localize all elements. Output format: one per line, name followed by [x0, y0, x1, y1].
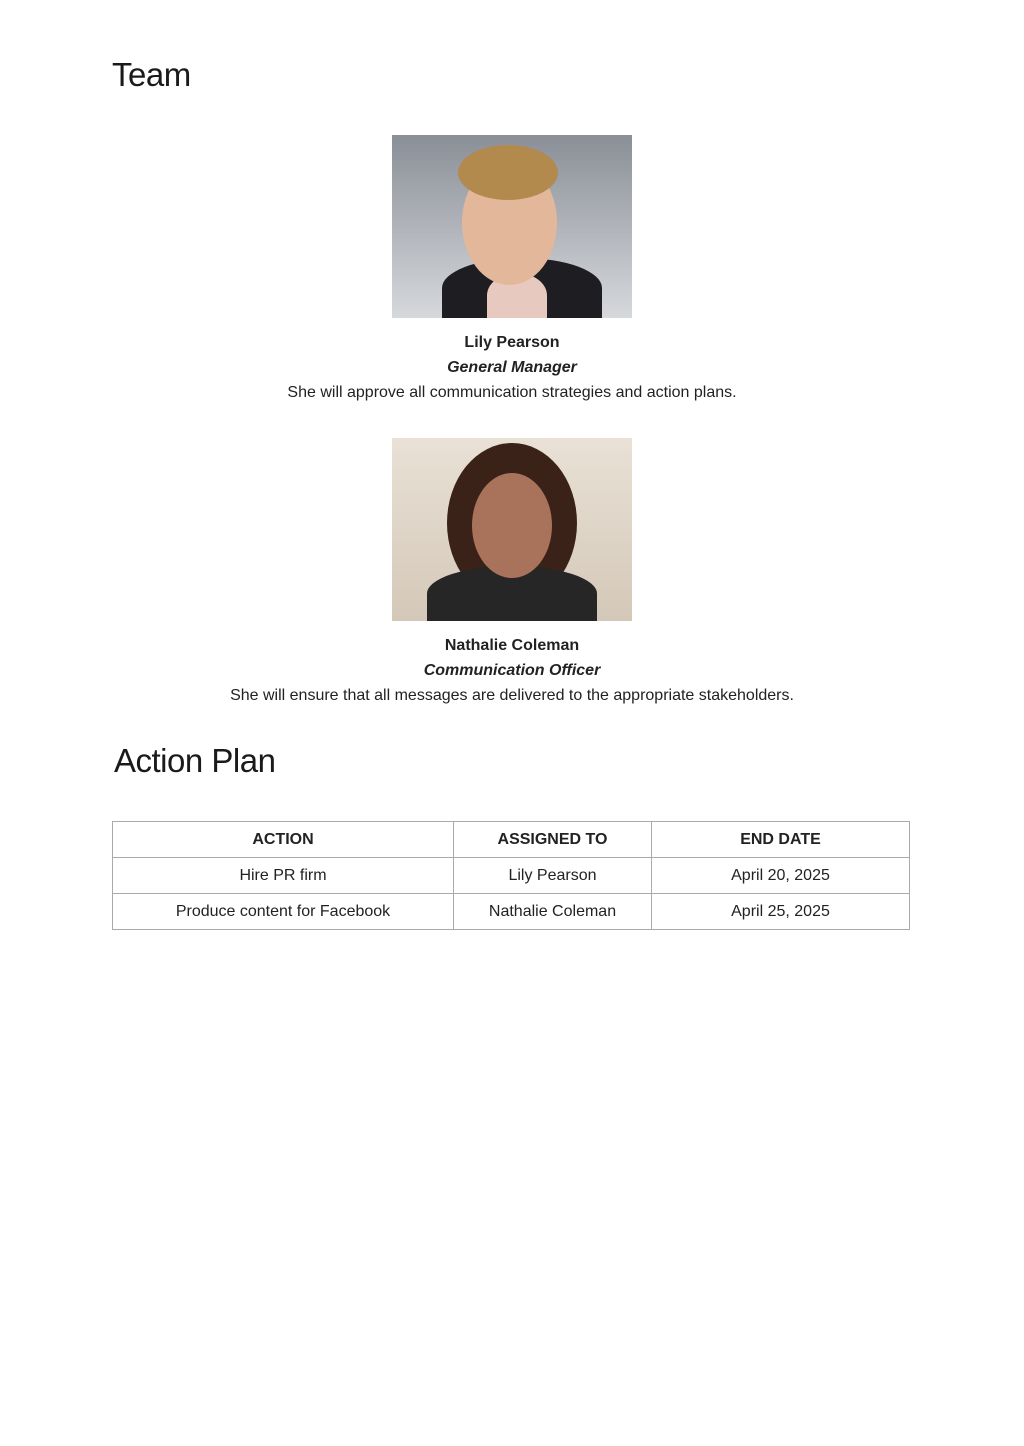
cell-action: Hire PR firm — [113, 858, 454, 894]
member-name: Lily Pearson — [464, 334, 560, 351]
cell-assigned-to: Nathalie Coleman — [454, 894, 652, 930]
team-member — [0, 135, 1024, 405]
member-photo — [392, 438, 632, 621]
member-role: Communication Officer — [423, 662, 601, 679]
member-description: She will approve all communication strategies and action plans. — [287, 384, 737, 401]
cell-action: Produce content for Facebook — [113, 894, 454, 930]
cell-end-date: April 20, 2025 — [652, 858, 910, 894]
header-action: ACTION — [113, 822, 454, 858]
cell-end-date: April 25, 2025 — [652, 894, 910, 930]
action-plan-heading: Action Plan — [114, 742, 276, 779]
team-heading: Team — [112, 56, 191, 93]
cell-assigned-to: Lily Pearson — [454, 858, 652, 894]
action-plan-table — [112, 821, 910, 930]
member-role: General Manager — [447, 359, 577, 376]
member-name: Nathalie Coleman — [444, 637, 580, 654]
member-photo — [392, 135, 632, 318]
table-row — [113, 858, 910, 894]
table-row — [113, 894, 910, 930]
header-assigned-to: ASSIGNED TO — [454, 822, 652, 858]
team-member — [0, 438, 1024, 708]
table-header-row — [113, 822, 910, 858]
header-end-date: END DATE — [652, 822, 910, 858]
member-description: She will ensure that all messages are delivered to the appropriate stakeholders. — [230, 687, 794, 704]
